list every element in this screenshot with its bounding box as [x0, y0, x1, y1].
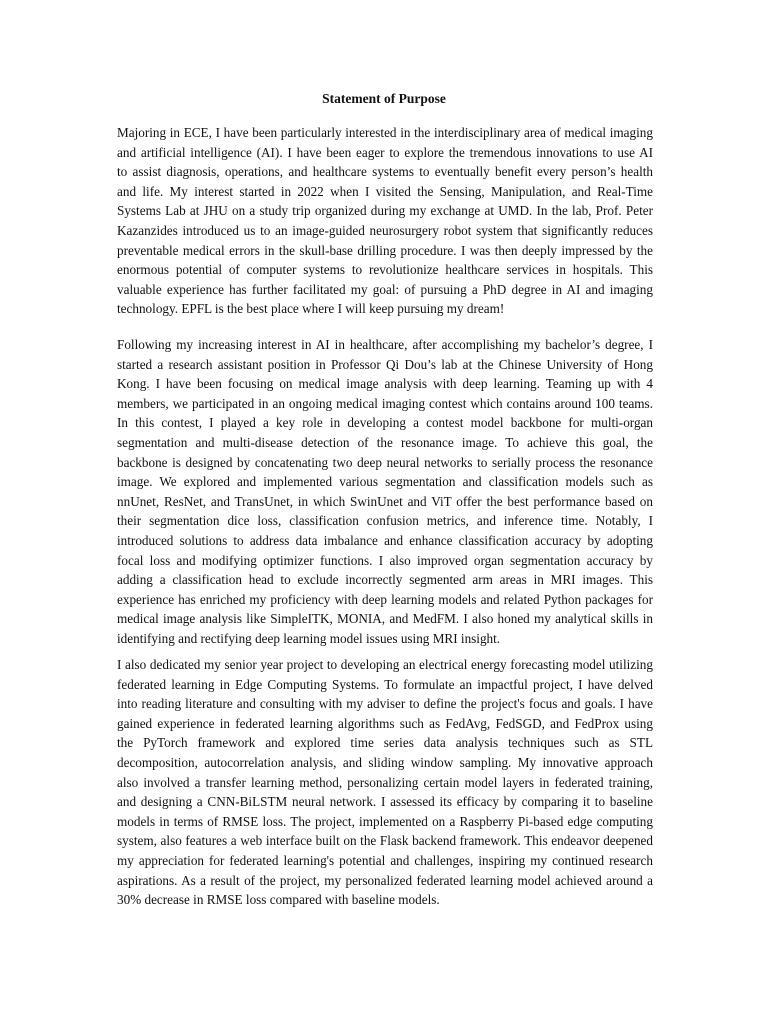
text-line: medical image analysis like SimpleITK, MONIA, and MedFM. I also honed my analytical skills in: [117, 611, 653, 627]
text-line: Kong. I have been focusing on medical image analysis with deep learning. Teaming up with 4: [117, 376, 653, 392]
text-line: experience has enriched my proficiency with deep learning models and related Python packages for: [117, 591, 653, 607]
text-line: their segmentation dice loss, classification confusion metrics, and inference time. Notably, I: [117, 513, 653, 529]
text-line: Kazanzides introduced us to an image-guided neurosurgery robot system that significantly reduces: [117, 222, 653, 238]
paragraph-1: [117, 123, 653, 319]
text-line: Following my increasing interest in AI in healthcare, after accomplishing my bachelor’s degree, I: [117, 337, 653, 352]
text-line: adding a classification head to exclude incorrectly segmented arm areas in MRI images. This: [117, 572, 653, 588]
text-line: nnUnet, ResNet, and TransUnet, in which SwinUnet and ViT offer the best performance based on: [117, 493, 653, 509]
text-line: members, we participated in an ongoing medical imaging contest which contains around 100 teams.: [117, 395, 653, 411]
text-line: focal loss and modifying optimizer functions. I also improved organ segmentation accuracy by: [117, 552, 653, 568]
text-line: Systems Lab at JHU on a study trip organized during my exchange at UMD. In the lab, Prof. Peter: [117, 203, 653, 219]
text-line: the PyTorch framework and explored time series data analysis techniques such as STL: [117, 735, 653, 751]
text-line: system, also features a web interface built on the Flask backend framework. This endeavor deepened: [117, 833, 653, 849]
text-line: segmentation and multi-disease detection of the resonance image. To achieve this goal, the: [117, 434, 653, 450]
text-line: backbone is designed by concatenating two deep neural networks to serially process the resonance: [117, 454, 653, 470]
text-line: introduced solutions to address data imbalance and enhance classification accuracy by adopting: [117, 532, 653, 548]
text-line: aspirations. As a result of the project, my personalized federated learning model achieved around a: [117, 872, 653, 888]
text-line: my appreciation for federated learning's potential and challenges, inspiring my continued research: [117, 852, 653, 868]
document-title: Statement of Purpose: [322, 91, 446, 106]
text-line: Majoring in ECE, I have been particularly interested in the interdisciplinary area of medical imaging: [117, 125, 653, 140]
text-line: started a research assistant position in Professor Qi Dou’s lab at the Chinese University of Hong: [117, 356, 653, 372]
text-line: image. We explored and implemented various segmentation and classification models such as: [117, 474, 653, 490]
text-line: into reading literature and consulting with my adviser to define the project's focus and goals. I have: [117, 696, 653, 712]
text-line: preventable medical errors in the skull-base drilling procedure. I was then deeply impressed by the: [117, 242, 653, 258]
paragraph-3: [117, 655, 653, 910]
text-line: and designing a CNN-BiLSTM neural network. I assessed its efficacy by comparing it to baseline: [117, 794, 653, 810]
text-line: technology. EPFL is the best place where I will keep pursuing my dream!: [117, 301, 505, 317]
text-line: 30% decrease in RMSE loss compared with baseline models.: [117, 892, 440, 908]
text-line: valuable experience has further facilitated my goal: of pursuing a PhD degree in AI and imaging: [117, 281, 653, 297]
text-line: decomposition, autocorrelation analysis, and sliding window sampling. My innovative approach: [117, 754, 653, 770]
text-line: identifying and rectifying deep learning model issues using MRI insight.: [117, 630, 501, 646]
text-line: I also dedicated my senior year project to developing an electrical energy forecasting model utilizing: [117, 657, 653, 672]
text-line: and life. My interest started in 2022 when I visited the Sensing, Manipulation, and Real-Time: [117, 183, 653, 199]
text-line: and artificial intelligence (AI). I have been eager to explore the tremendous innovations to use AI: [117, 144, 653, 160]
text-line: models in terms of RMSE loss. The project, implemented on a Raspberry Pi-based edge computing: [117, 813, 653, 829]
paragraph-2: [117, 335, 653, 649]
text-line: enormous potential of computer systems to revolutionize healthcare services in hospitals. This: [117, 262, 653, 278]
text-line: gained experience in federated learning algorithms such as FedAvg, FedSGD, and FedProx using: [117, 715, 653, 731]
text-line: In this contest, I played a key role in developing a contest model backbone for multi-organ: [117, 415, 653, 431]
text-line: to assist diagnosis, operations, and healthcare systems to eventually benefit every person’s health: [117, 164, 653, 180]
text-line: federated learning in Edge Computing Systems. To formulate an impactful project, I have delved: [117, 676, 653, 692]
text-line: also involved a transfer learning method, personalizing certain model layers in federated training,: [117, 774, 653, 790]
